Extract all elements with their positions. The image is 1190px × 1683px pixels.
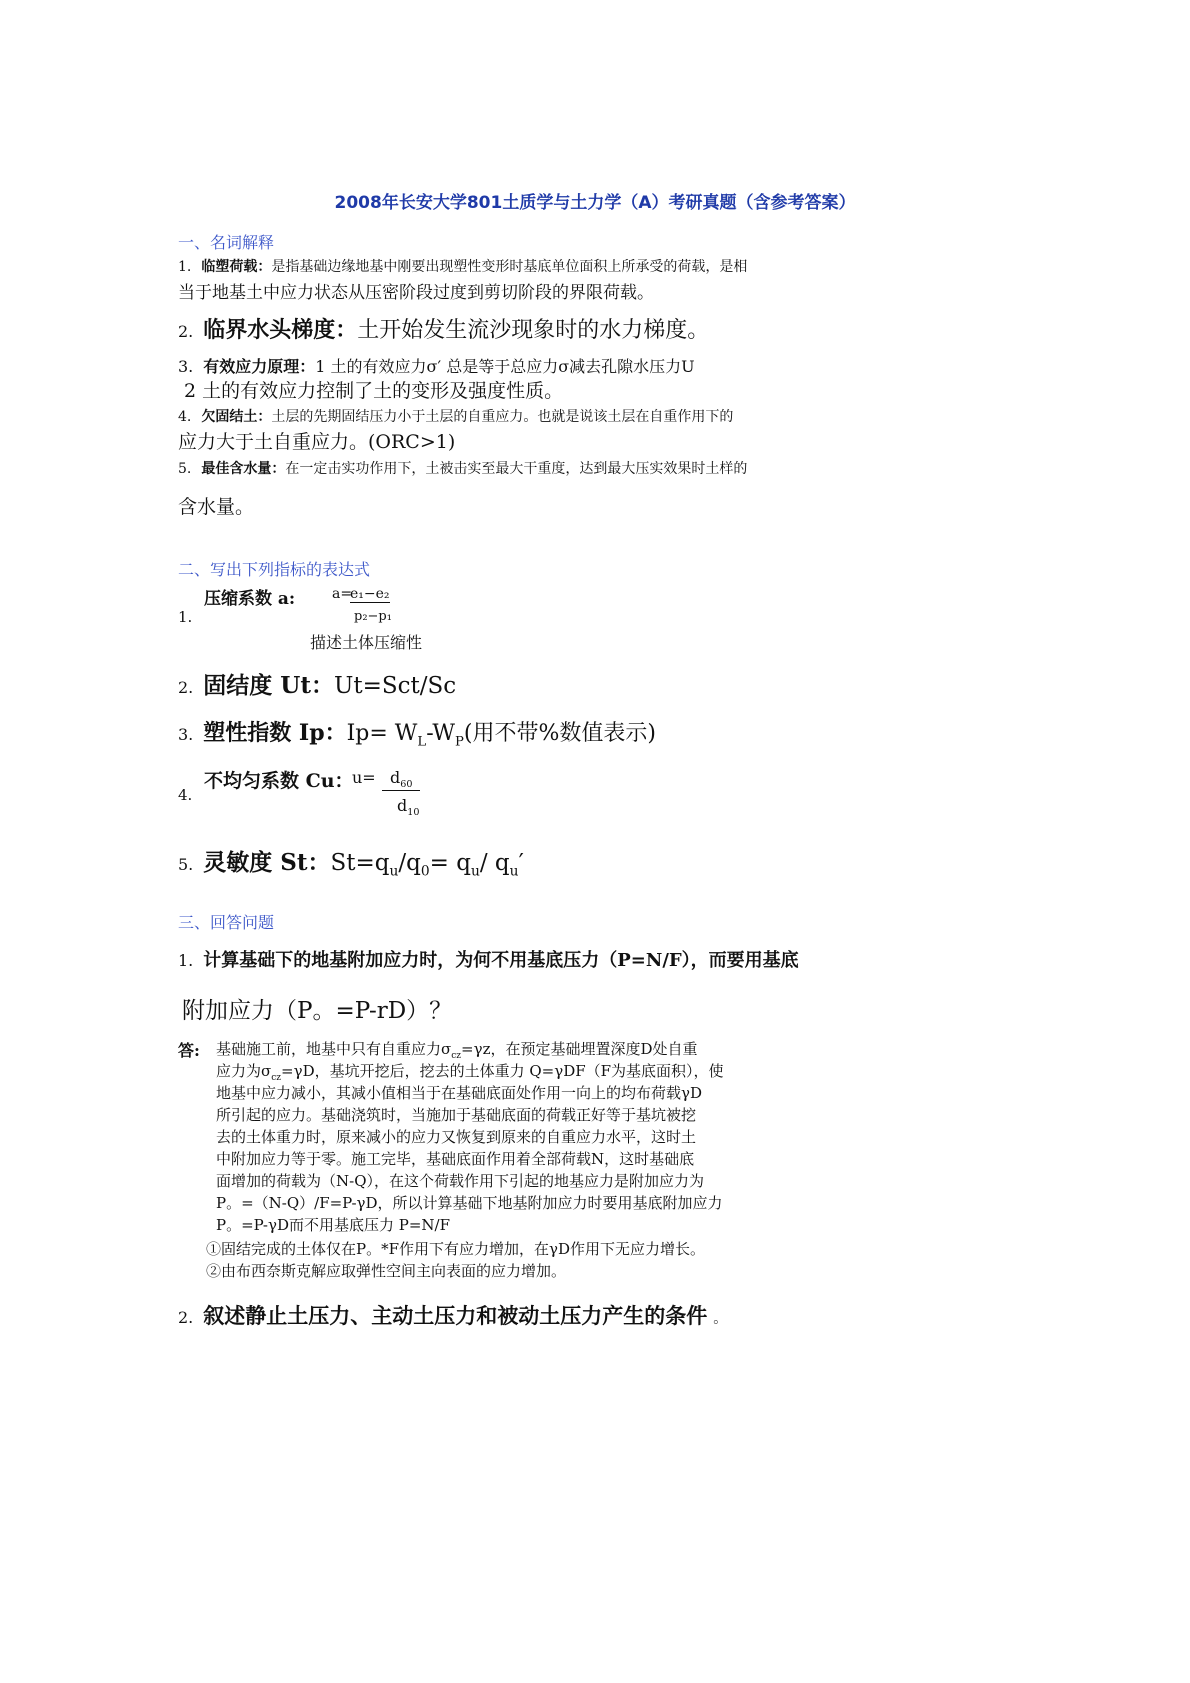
expr-5: 5. 灵敏度 St：$St=q_u/q_0= q_u/$ $q_u'$ [178, 849, 524, 880]
term-4: 4. 欠固结土：土层的先期固结压力小于土层的自重应力。也就是说该土层在自重作用下的 [178, 409, 734, 425]
expr-1-term: 压缩系数 a: [204, 589, 296, 609]
answer-line-8: P。=（N-Q）/F=P-γD，所以计算基础下地基附加应力时要用基底附加应力 [216, 1194, 723, 1212]
expr-2: 2. 固结度 Ut：Ut=Sct/Sc [178, 672, 457, 699]
expr-3: 3. 塑性指数 Ip：$Ip= W_L-W_P$(用不带%数值表示) [178, 720, 656, 750]
expr-1-denominator: p₂−p₁ [354, 609, 392, 624]
term-5: 5. 最佳含水量：在一定击实功作用下，土被击实至最大干重度，达到最大压实效果时土样的 [178, 461, 748, 477]
answer-line-9: P。=P-γD而不用基底压力 P=N/F [216, 1216, 451, 1234]
expr-4-term: 不均匀系数 Cu： [204, 770, 354, 792]
answer-line-2: 应力为$\sigma_{cz}=\gamma D$，基坑开挖后，挖去的土体重力 Q=γDF（F为基底面积），使 [216, 1062, 724, 1083]
expr-4-denominator: $d_{10}$ [397, 796, 420, 819]
answer-note-2: ②由布西奈斯克解应取弹性空间主向表面的应力增加。 [206, 1262, 567, 1280]
term-1: 1. 临塑荷载：是指基础边缘地基中刚要出现塑性变形时基底单位面积上所承受的荷载，是相 [178, 259, 748, 275]
term-2: 2. 临界水头梯度：土开始发生流沙现象时的水力梯度。 [178, 317, 710, 343]
expr-4-lhs: u= [352, 768, 376, 787]
section-heading-2: 二、写出下列指标的表达式 [178, 560, 371, 579]
expr-1-numerator: e₁−e₂ [350, 586, 390, 602]
term-3-cont: 2 土的有效应力控制了土的变形及强度性质。 [184, 380, 564, 402]
answer-line-1: 基础施工前，地基中只有自重应力$\sigma_{cz}=\gamma z$，在预定基础埋置深度D处自重 [216, 1040, 698, 1061]
term-3: 3. 有效应力原理：1 土的有效应力σ′ 总是等于总应力σ减去孔隙水压力U [178, 357, 695, 376]
section-heading-3: 三、回答问题 [178, 913, 275, 932]
expr-1-num: 1. [178, 608, 193, 626]
question-1-cont: 附加应力（P。=P-rD）？ [182, 998, 453, 1024]
answer-label: 答: [178, 1041, 200, 1060]
term-4-cont: 应力大于土自重应力。(ORC>1) [178, 431, 456, 453]
answer-note-1: ①固结完成的土体仅在P。*F作用下有应力增加，在γD作用下无应力增长。 [206, 1240, 705, 1258]
expr-1-note: 描述土体压缩性 [310, 633, 423, 652]
expr-1-lhs: a= [332, 586, 353, 602]
answer-line-7: 面增加的荷载为（N-Q），在这个荷载作用下引起的地基应力是附加应力为 [216, 1172, 704, 1190]
answer-line-5: 去的土体重力时，原来减小的应力又恢复到原来的自重应力水平，这时土 [216, 1128, 697, 1146]
answer-line-3: 地基中应力减小，其减小值相当于在基础底面处作用一向上的均布荷载γD [216, 1084, 702, 1102]
expr-4-num: 4. [178, 786, 193, 804]
answer-line-4: 所引起的应力。基础浇筑时，当施加于基础底面的荷载正好等于基坑被挖 [216, 1106, 697, 1124]
page-title: 2008年长安大学801土质学与土力学（A）考研真题（含参考答案） [334, 193, 856, 213]
term-5-cont: 含水量。 [178, 496, 255, 518]
question-2: 2. 叙述静止土压力、主动土压力和被动土压力产生的条件 。 [178, 1303, 728, 1328]
section-heading-1: 一、名词解释 [178, 233, 275, 252]
question-1: 1. 计算基础下的地基附加应力时，为何不用基底压力（P=N/F），而要用基底 [178, 950, 799, 971]
term-1-cont: 当于地基土中应力状态从压密阶段过度到剪切阶段的界限荷载。 [178, 283, 654, 303]
answer-line-6: 中附加应力等于零。施工完毕，基础底面作用着全部荷载N，这时基础底 [216, 1150, 695, 1168]
expr-4-numerator: $d_{60}$ [382, 768, 420, 791]
